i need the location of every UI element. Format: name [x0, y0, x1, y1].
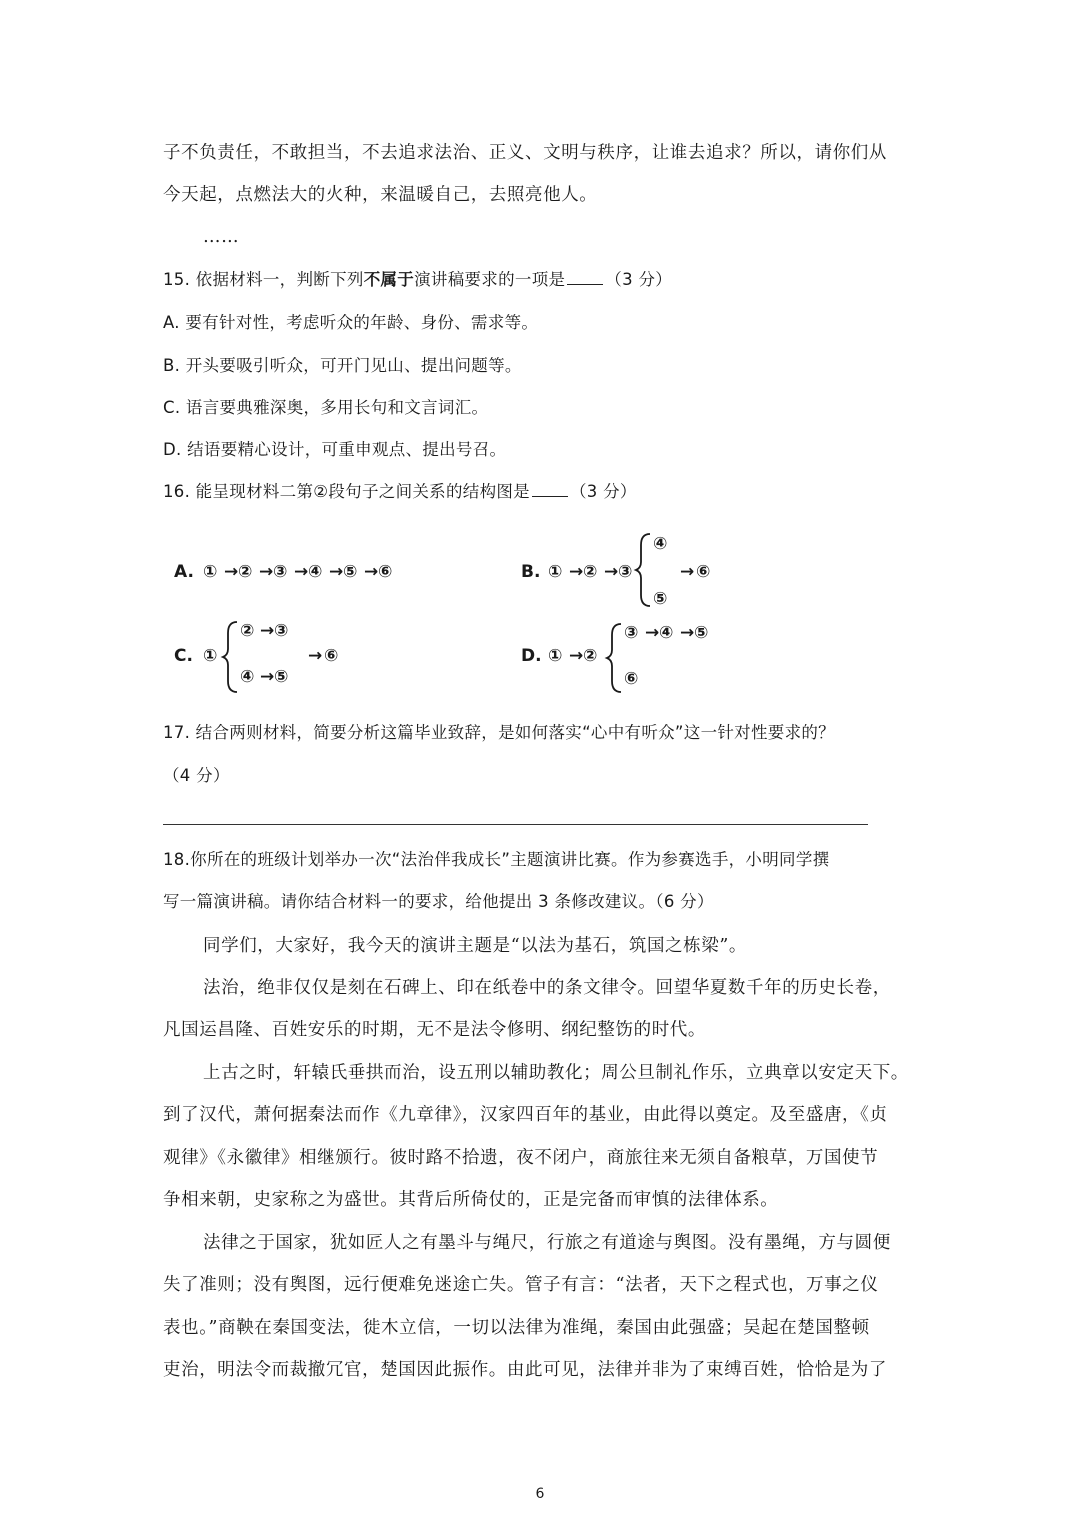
speech-line: 争相来朝，史家称之为盛世。其背后所倚仗的，正是完备而审慎的法律体系。	[163, 1190, 779, 1210]
diagram-arrow: →	[680, 562, 695, 582]
speech-line: 观律》《永徽律》相继颁行。彼时路不拾遗，夜不闭户，商旅往来无须自备粮草，万国使节	[163, 1148, 879, 1168]
passage-line: 今天起，点燃法大的火种，来温暖自己，去照亮他人。	[163, 185, 598, 205]
diagram-arrow: →	[224, 562, 239, 582]
speech-line: 表也。”商鞅在秦国变法，徙木立信，一切以法律为准绳，秦国由此强盛；吴起在楚国整顿	[163, 1318, 870, 1338]
diagram-b-node: ①	[548, 562, 563, 582]
answer-blank	[532, 480, 568, 497]
diagram-c-node: ③	[274, 621, 289, 641]
answer-blank	[567, 268, 603, 285]
question-18-line1: 18.你所在的班级计划举办一次“法治伴我成长”主题演讲比赛。作为参赛选手，小明同学撰	[163, 850, 830, 869]
ellipsis: ……	[203, 227, 240, 247]
diagram-d-node: ④	[659, 623, 674, 643]
diagram-c-node: ①	[203, 646, 218, 666]
diagram-a-node: ⑤	[343, 562, 358, 582]
diagram-arrow: →	[569, 562, 584, 582]
q15-option-c: C. 语言要典雅深奥，多用长句和文言词汇。	[163, 398, 489, 417]
speech-paragraph: 法律之于国家，犹如匠人之有墨斗与绳尺，行旅之有道途与舆图。没有墨绳，方与圆便	[203, 1233, 891, 1253]
q15-option-a: A. 要有针对性，考虑听众的年龄、身份、需求等。	[163, 313, 539, 332]
diagram-a-node: ①	[203, 562, 218, 582]
question-16-prompt	[163, 480, 637, 504]
diagram-arrow: →	[680, 623, 695, 643]
q15-option-d: D. 结语要精心设计，可重申观点、提出号召。	[163, 440, 507, 459]
diagram-c-node: ⑥	[324, 646, 339, 666]
brace-c	[223, 622, 237, 692]
diagram-arrow: →	[604, 562, 619, 582]
diagram-arrow: →	[260, 667, 275, 687]
diagram-b-node: ③	[618, 562, 633, 582]
diagram-a-node: ②	[238, 562, 253, 582]
q15-prompt-bold: 不属于	[363, 270, 415, 289]
q16-score: （3 分）	[569, 482, 637, 501]
answer-line	[163, 824, 868, 825]
brace-b	[636, 534, 650, 606]
diagram-arrow: →	[364, 562, 379, 582]
diagram-a-node: ④	[308, 562, 323, 582]
brace-d	[607, 624, 621, 692]
diagram-d-node: ⑥	[624, 669, 639, 689]
diagram-b-label: B.	[521, 562, 541, 582]
diagram-arrow: →	[260, 621, 275, 641]
question-18-line2: 写一篇演讲稿。请你结合材料一的要求，给他提出 3 条修改建议。（6 分）	[163, 892, 714, 911]
diagram-b-node: ⑥	[696, 562, 711, 582]
diagram-arrow: →	[259, 562, 274, 582]
question-17-line1: 17. 结合两则材料，简要分析这篇毕业致辞，是如何落实“心中有听众”这一针对性要求的？	[163, 723, 835, 742]
q15-prompt-pre: 15. 依据材料一，判断下列	[163, 270, 364, 289]
q15-option-b: B. 开头要吸引听众，可开门见山、提出问题等。	[163, 356, 522, 375]
diagram-c-node: ④	[240, 667, 255, 687]
question-15-prompt	[163, 268, 672, 292]
diagram-a-node: ③	[273, 562, 288, 582]
structure-diagrams	[0, 520, 1080, 700]
speech-line: 凡国运昌隆、百姓安乐的时期，无不是法令修明、纲纪整饬的时代。	[163, 1020, 706, 1040]
diagram-c-node: ②	[240, 621, 255, 641]
diagram-c-label: C.	[174, 646, 193, 666]
diagram-arrow: →	[569, 646, 584, 666]
diagram-d-node: ①	[548, 646, 563, 666]
diagram-a-label: A.	[174, 562, 194, 582]
diagram-a-node: ⑥	[378, 562, 393, 582]
q15-prompt-post: 演讲稿要求的一项是	[414, 270, 566, 289]
speech-paragraph: 上古之时，轩辕氏垂拱而治，设五刑以辅助教化；周公旦制礼作乐，立典章以安定天下。	[203, 1063, 909, 1083]
question-17-score: （4 分）	[163, 766, 230, 785]
speech-paragraph: 法治，绝非仅仅是刻在石碑上、印在纸卷中的条文律令。回望华夏数千年的历史长卷，	[203, 978, 891, 998]
speech-paragraph: 同学们，大家好，我今天的演讲主题是“以法为基石，筑国之栋梁”。	[203, 936, 747, 956]
diagram-d-node: ⑤	[694, 623, 709, 643]
diagram-d-node: ③	[624, 623, 639, 643]
diagram-d-label: D.	[521, 646, 542, 666]
speech-line: 吏治，明法令而裁撤冗官，楚国因此振作。由此可见，法律并非为了束缚百姓，恰恰是为了	[163, 1360, 887, 1380]
passage-line: 子不负责任，不敢担当，不去追求法治、正义、文明与秩序，让谁去追求？所以，请你们从	[163, 143, 887, 163]
diagram-arrow: →	[294, 562, 309, 582]
page-number: 6	[535, 1486, 545, 1502]
diagram-arrow: →	[645, 623, 660, 643]
diagram-arrow: →	[329, 562, 344, 582]
diagram-arrow: →	[308, 646, 323, 666]
speech-line: 到了汉代，萧何据秦法而作《九章律》，汉家四百年的基业，由此得以奠定。及至盛唐，《贞	[163, 1105, 888, 1125]
diagram-c-node: ⑤	[274, 667, 289, 687]
q16-prompt-text: 16. 能呈现材料二第②段句子之间关系的结构图是	[163, 482, 530, 501]
diagram-b-node: ④	[653, 534, 668, 554]
diagram-b-node: ⑤	[653, 589, 668, 609]
diagram-b-node: ②	[583, 562, 598, 582]
q15-score: （3 分）	[605, 270, 673, 289]
speech-line: 失了准则；没有舆图，远行便难免迷途亡失。管子有言：“法者，天下之程式也，万事之仪	[163, 1275, 879, 1295]
diagram-d-node: ②	[583, 646, 598, 666]
